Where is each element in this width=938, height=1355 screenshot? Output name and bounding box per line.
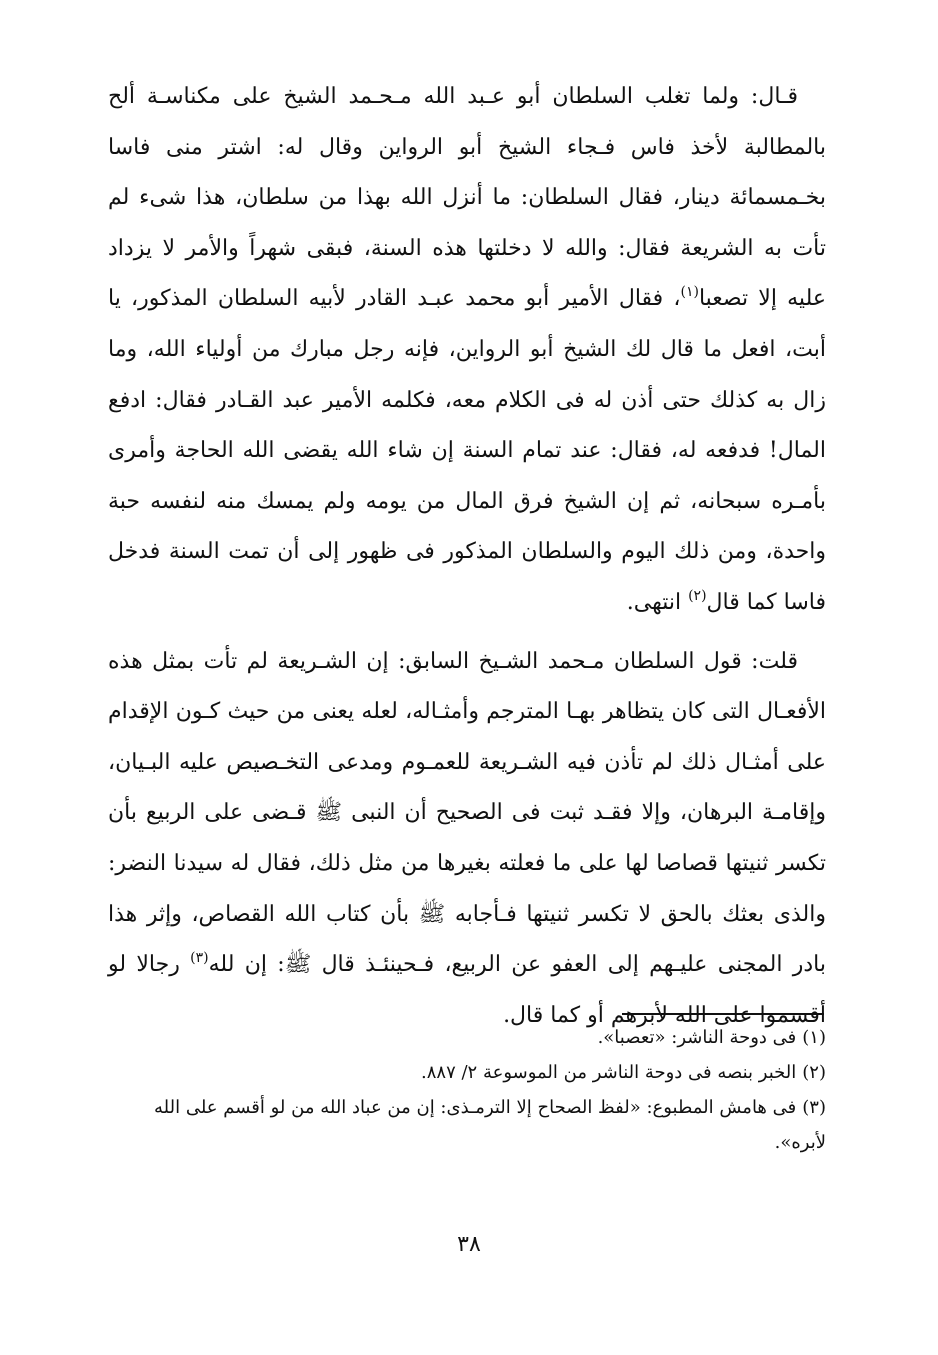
footnote-ref-2[interactable]: (٢) (688, 587, 707, 604)
footnote-ref-3[interactable]: (٣) (190, 950, 209, 967)
page-number: ٣٨ (457, 1232, 481, 1257)
footnote-1 (108, 1020, 826, 1055)
footnote-separator (622, 1013, 824, 1015)
paragraph-1-text: قـال: ولما تغلب السلطان أبو عـبد الله مـحـمد الشيخ على مكناسـة ألح بالمطالبة لأخذ فاس فـجاء الشيخ أبو الرواين وقال له: اشتر منى فاسا بخـمسمائة دينار، فقال السلطان: ما أنزل الله بهذا من سلطان، هذا شىء لم تأت به الشريعة فقال: والله لا دخلتها هذه السنة، فبقى شهراً والأمر لا يزداد عليه إلا تصعبا (108, 84, 826, 312)
footnote-2-text: الخبر بنصه فى دوحة الناشر من الموسوعة ٢/ ٨٨٧. (421, 1062, 797, 1083)
footnote-2-mark: (٢) (802, 1062, 826, 1083)
paragraph-1-text-cont: ، فقال الأمير أبو محمد عبـد القادر لأبيه السلطان المذكور، يا أبت، افعل ما قال لك الشيخ أبو الرواين، فإنه رجل مبارك من أولياء الله، وما زال به كذلك حتى أذن له فى الكلام معه، فكلمه الأمير عبد القـادر فقال: ادفع المال! فدفعه له، فقال: عند تمام السنة إن شاء الله يقضى الله الحاجة وأمرى بأمـره سبحانه، ثم إن الشيخ فرق المال من يومه ولم يمسك منه لنفسه حبة واحدة، ومن ذلك اليوم والسلطان المذكور فى ظهور إلى أن تمت السنة فدخل فاسا كما قال (108, 286, 826, 615)
paragraph-2 (108, 637, 826, 1042)
main-text (108, 72, 826, 1041)
paragraph-2-text: قلت: قول السلطان مـحمد الشـيخ السابق: إن الشـريعة لم تأت بمثل هذه الأفعـال التى كان يتظاهر بهـا المترجم وأمثـاله، لعله يعنى من حيث كـون الإقدام على أمثـال ذلك لم تأذن فيه الشـريعة للعمـوم ومدعى التخـصيص عليه البـيان، وإقامـة البرهان، وإلا فقـد ثبت فى الصحيح أن النبى ﷺ قـضى على الربيع بأن تكسر ثنيتها قصاصا لها على ما فعلته بغيرها من مثل ذلك، فقال له سيدنا النضر: والذى بعثك بالحق لا تكسر ثنيتها فـأجابه ﷺ بأن كتاب الله القصاص، وإثر هذا بادر المجنى عليـهم إلى العفو عن الربيع، فـحينئـذ قال ﷺ: إن لله (108, 648, 826, 978)
footnote-3-text: فى هامش المطبوع: «لفظ الصحاح إلا الترمـذى: إن من عباد الله من لو أقسم على الله لأبره». (154, 1097, 826, 1153)
footnote-3 (108, 1090, 826, 1160)
footnote-1-mark: (١) (802, 1027, 826, 1048)
footnote-1-text: فى دوحة الناشر: «تعصبا». (597, 1027, 797, 1048)
footnote-ref-1[interactable]: (١) (680, 284, 699, 301)
footnote-2 (108, 1055, 826, 1090)
paragraph-2-text-end: رجالا لو أقسموا على الله لأبرهم أو كما قال. (108, 952, 826, 1028)
paragraph-1-text-end: انتهى. (626, 589, 689, 615)
paragraph-1 (108, 72, 826, 629)
footnotes (108, 1020, 826, 1160)
footnote-3-mark: (٣) (802, 1097, 826, 1118)
